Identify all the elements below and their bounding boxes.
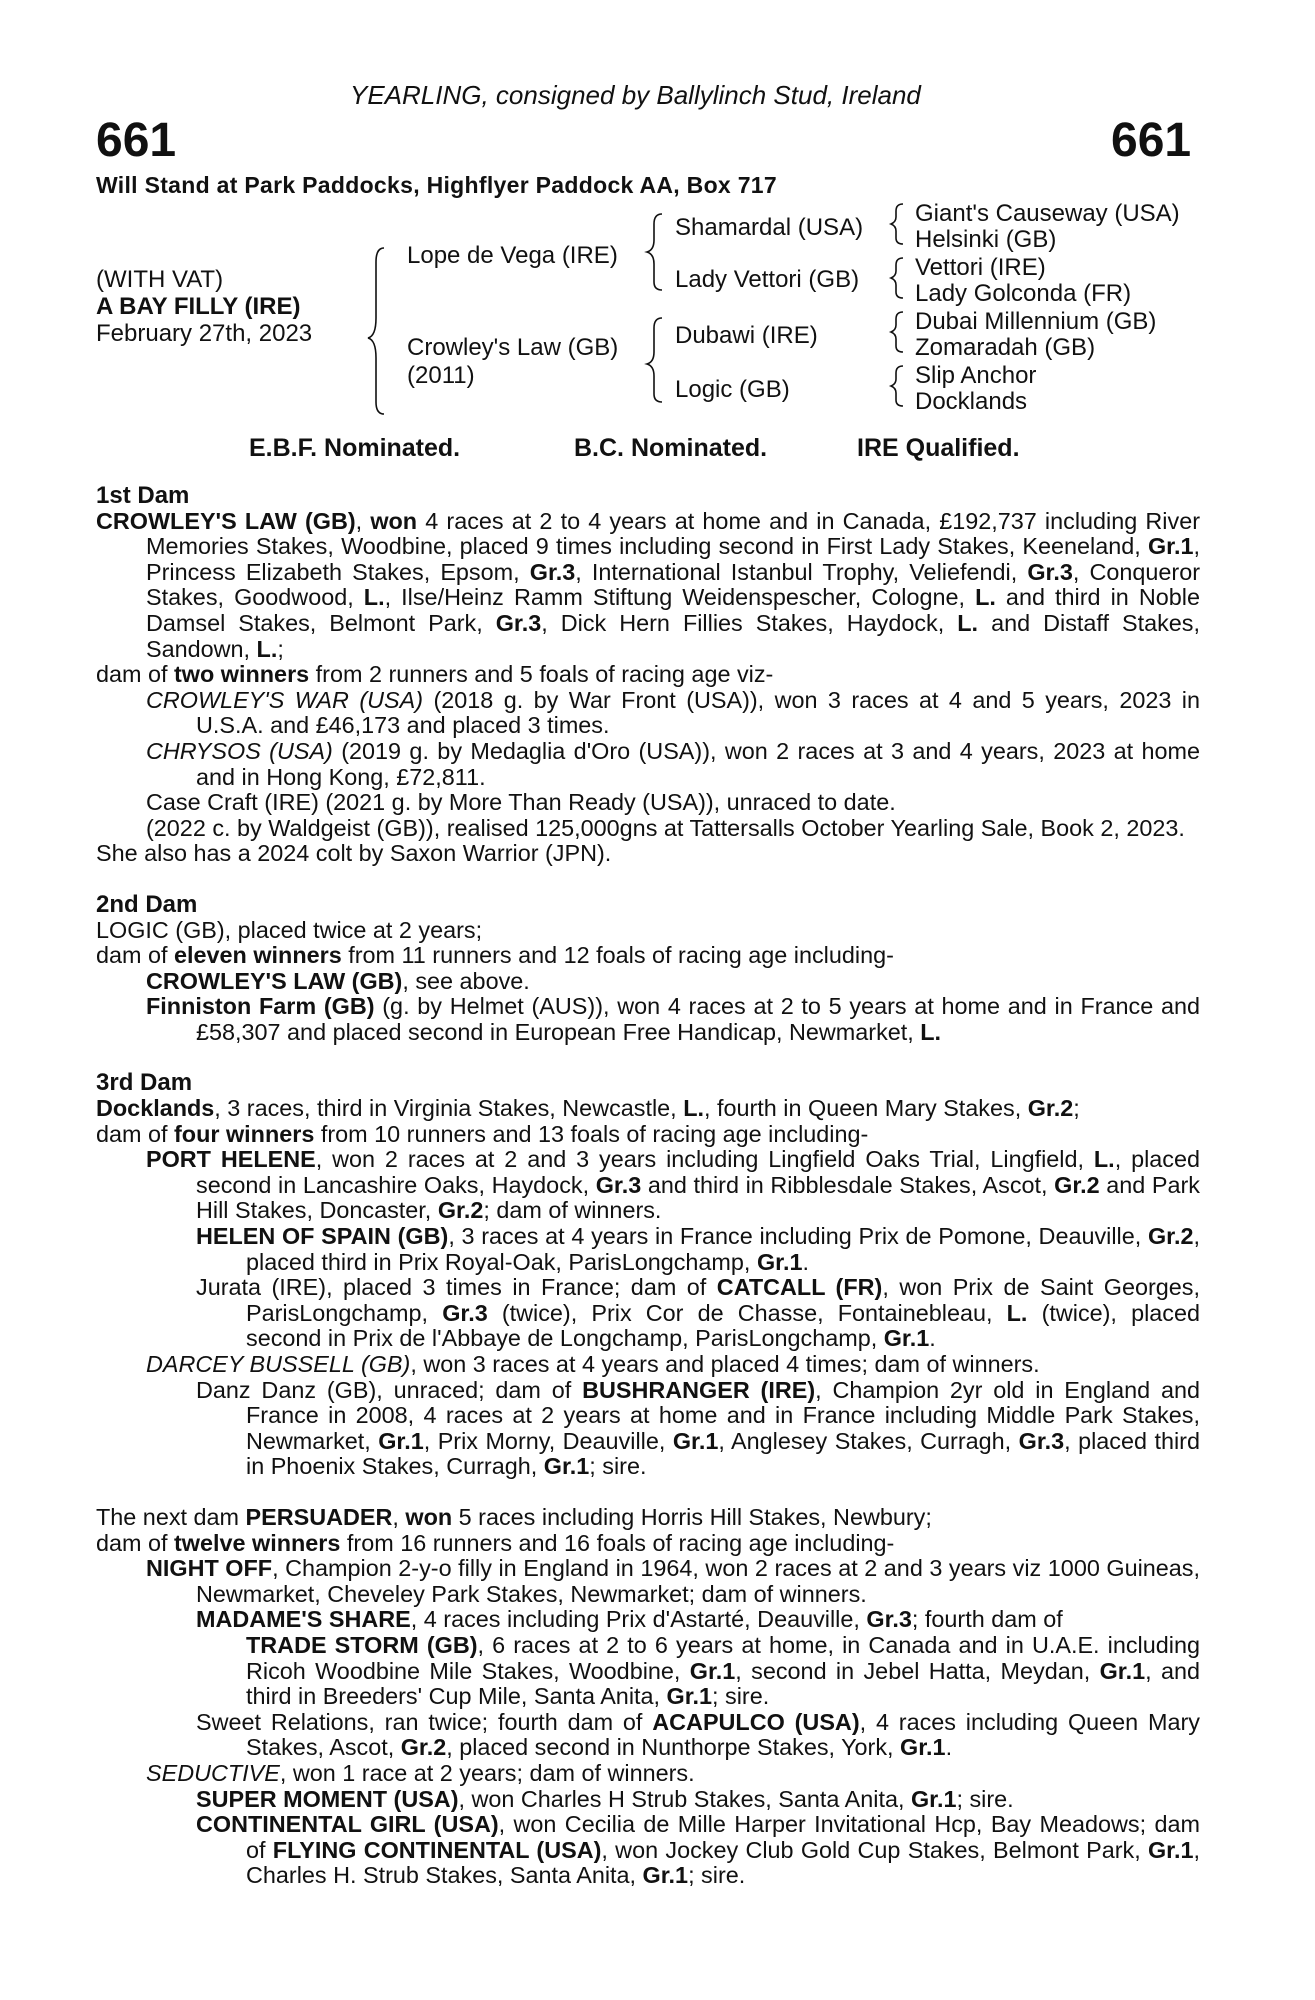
offspring-entry bbox=[96, 1147, 1200, 1224]
offspring-entry bbox=[96, 1556, 1200, 1607]
grade: Gr.3 bbox=[1027, 558, 1073, 585]
sds: Vettori (IRE) bbox=[915, 254, 1046, 281]
grade: Gr.1 bbox=[642, 1862, 689, 1889]
text: from 2 runners and 5 foals of racing age viz- bbox=[309, 661, 774, 688]
consignment-line: YEARLING, consigned by Ballylinch Stud, Ireland bbox=[350, 80, 921, 110]
grade: Gr.1 bbox=[1147, 1836, 1194, 1863]
text: ; sire. bbox=[712, 1683, 770, 1710]
grade: Gr.1 bbox=[900, 1734, 946, 1761]
grade: Gr.3 bbox=[495, 609, 542, 636]
grade: Gr.1 bbox=[910, 1785, 957, 1812]
grade: Gr.3 bbox=[595, 1171, 642, 1198]
listed: L. bbox=[1093, 1146, 1115, 1173]
dam: Crowley's Law (GB) bbox=[407, 334, 619, 361]
third-dam-record bbox=[96, 1096, 1200, 1122]
offspring-entry bbox=[96, 969, 1200, 995]
text: , and third in Breeders' Cup Mile, Santa Anita, bbox=[246, 1657, 1200, 1710]
offspring-name: HELEN OF SPAIN (GB) bbox=[196, 1223, 449, 1250]
text: from 11 runners and 12 foals of racing age including- bbox=[341, 942, 894, 969]
lot-dob: February 27th, 2023 bbox=[96, 320, 313, 347]
text: dam of bbox=[96, 1120, 175, 1147]
text: , Prix Morny, Deauville, bbox=[423, 1427, 673, 1454]
dam-year: (2011) bbox=[407, 362, 475, 389]
granddaughter-entry bbox=[96, 1607, 1200, 1633]
offspring-name: CATCALL (FR) bbox=[716, 1274, 883, 1301]
sire-sire: Shamardal (USA) bbox=[675, 214, 864, 241]
next-dam-record: The next dam PERSUADER, won 5 races including Horris Hill Stakes, Newbury; bbox=[96, 1503, 932, 1530]
grade: Gr.3 bbox=[442, 1299, 488, 1326]
text: , 3 races, third in Virginia Stakes, Newcastle, bbox=[214, 1095, 684, 1122]
text: The next dam bbox=[96, 1503, 246, 1530]
text: , Anglesey Stakes, Curragh, bbox=[718, 1427, 1019, 1454]
sss: Giant's Causeway (USA) bbox=[915, 200, 1180, 227]
text: from 16 runners and 16 foals of racing age including- bbox=[340, 1529, 895, 1556]
text: , Champion 2-y-o filly in England in 1964, won 2 races at 2 and 3 years viz 1000 Guineas, Newmarket, Cheveley Park Stakes, Newmarket; dam of winners. bbox=[196, 1555, 1200, 1607]
text: , 6 races at 2 to 6 years at home, in Canada and in U.A.E. including Ricoh Woodbine Mile Stakes, Woodbine, bbox=[246, 1631, 1200, 1684]
next-dam-produce-summary bbox=[96, 1531, 1200, 1557]
offspring-name: CONTINENTAL GIRL (USA) bbox=[196, 1811, 499, 1838]
offspring-name: BUSHRANGER (IRE) bbox=[582, 1376, 816, 1403]
second-dam-record: LOGIC (GB), placed twice at 2 years; bbox=[96, 916, 483, 943]
offspring-name: CROWLEY'S LAW (GB) bbox=[146, 967, 403, 994]
won-word: won bbox=[405, 1503, 453, 1530]
text: , won 2 races at 2 and 3 years including Lingfield Oaks Trial, Lingfield, bbox=[315, 1146, 1094, 1173]
text: dam of bbox=[96, 661, 175, 688]
grade: Gr.1 bbox=[378, 1427, 424, 1454]
offspring-name: CHRYSOS (USA) bbox=[146, 737, 333, 764]
text: dam of bbox=[96, 1529, 175, 1556]
text: ; dam of winners. bbox=[483, 1197, 662, 1224]
second-dam-heading: 2nd Dam bbox=[96, 890, 198, 918]
offspring-entry bbox=[96, 688, 1200, 739]
text: , see above. bbox=[402, 967, 530, 994]
ssd: Helsinki (GB) bbox=[915, 226, 1057, 253]
grade: Gr.3 bbox=[1018, 1427, 1065, 1454]
second-dam-produce-summary bbox=[96, 943, 1200, 969]
bc-nomination: B.C. Nominated. bbox=[574, 434, 768, 462]
sire: Lope de Vega (IRE) bbox=[407, 242, 618, 269]
offspring-name: DARCEY BUSSELL (GB) bbox=[146, 1351, 411, 1377]
text: , 4 races including Prix d'Astarté, Deauville, bbox=[410, 1606, 867, 1633]
dds: Slip Anchor bbox=[915, 362, 1037, 389]
grade: Gr.2 bbox=[1054, 1171, 1100, 1198]
offspring-entry bbox=[96, 1352, 1200, 1378]
text: ; bbox=[277, 635, 284, 662]
text: (g. by Helmet (AUS)), won 4 races at 2 to 5 years at home and in France and £58,307 and placed second in European Free Handicap, Newmarket, bbox=[196, 993, 1200, 1045]
first-dam-heading: 1st Dam bbox=[96, 482, 190, 509]
granddaughter-entry bbox=[96, 1812, 1200, 1889]
grade: Gr.1 bbox=[756, 1248, 803, 1275]
first-dam-name: CROWLEY'S LAW (GB) bbox=[96, 507, 356, 534]
third-dam-produce-summary bbox=[96, 1122, 1200, 1148]
granddaughter-entry bbox=[96, 1787, 1200, 1813]
text: , Ilse/Heinz Ramm Stiftung Weidenspescher, Cologne, bbox=[384, 584, 976, 611]
grade: Gr.3 bbox=[866, 1606, 912, 1633]
offspring-entry: (2022 c. by Waldgeist (GB)), realised 125,000gns at Tattersalls October Yearling Sale, Book 2, 2023. bbox=[146, 814, 1185, 841]
text: (twice), placed second in Prix de l'Abbaye de Longchamp, ParisLongchamp, bbox=[246, 1299, 1201, 1352]
granddaughter-entry bbox=[96, 1224, 1200, 1275]
vat-label: (WITH VAT) bbox=[96, 266, 224, 293]
text: , Champion 2yr old in England and France in 2008, 4 races at 2 years at home and in France including Middle Park Stakes, Newmarket, bbox=[246, 1376, 1200, 1454]
text: , second in Jebel Hatta, Meydan, bbox=[735, 1657, 1100, 1684]
text: and Park Hill Stakes, Doncaster, bbox=[196, 1171, 1201, 1224]
text: Danz Danz (GB), unraced; dam of bbox=[196, 1376, 583, 1403]
offspring-entry: Case Craft (IRE) (2021 g. by More Than Ready (USA)), unraced to date. bbox=[146, 789, 896, 816]
first-dam-produce-summary bbox=[96, 662, 1200, 688]
grade: Gr.2 bbox=[437, 1197, 484, 1224]
offspring-name: Finniston Farm (GB) bbox=[146, 993, 375, 1020]
grade: Gr.1 bbox=[1147, 533, 1194, 560]
text: . bbox=[945, 1734, 953, 1761]
text: , won Cecilia de Mille Harper Invitational Hcp, Bay Meadows; dam of bbox=[246, 1811, 1200, 1863]
text: ; sire. bbox=[589, 1453, 647, 1480]
offspring-name: TRADE STORM (GB) bbox=[246, 1631, 478, 1658]
text: 5 races including Horris Hill Stakes, Newbury; bbox=[452, 1503, 932, 1530]
also-has-line: She also has a 2024 colt by Saxon Warrior (JPN). bbox=[96, 840, 612, 867]
text: (2019 g. by Medaglia d'Oro (USA)), won 2 races at 3 and 4 years, 2023 at home and in Hong Kong, £72,811. bbox=[196, 737, 1200, 790]
text: , won 1 race at 2 years; dam of winners. bbox=[279, 1759, 695, 1786]
text: ; sire. bbox=[688, 1862, 746, 1889]
text: , Conqueror Stakes, Goodwood, bbox=[146, 558, 1200, 611]
offspring-entry bbox=[96, 1761, 1200, 1787]
listed: L. bbox=[957, 609, 979, 636]
grade: Gr.2 bbox=[1027, 1095, 1074, 1122]
ire-qualified: IRE Qualified. bbox=[857, 434, 1020, 462]
text: , placed third in Prix Royal-Oak, ParisLongchamp, bbox=[246, 1223, 1200, 1275]
text: , won Prix de Saint Georges, ParisLongchamp, bbox=[246, 1274, 1200, 1326]
winners-count: two winners bbox=[174, 661, 310, 688]
text: 4 races at 2 to 4 years at home and in Canada, £192,737 including River Memories Stakes, Woodbine, placed 9 times including second in First Lady Stakes, Keeneland, bbox=[146, 507, 1200, 560]
grade: Gr.2 bbox=[1147, 1223, 1194, 1250]
grade: Gr.1 bbox=[543, 1453, 590, 1480]
text: , won Charles H Strub Stakes, Santa Anita, bbox=[458, 1785, 911, 1812]
text: from 10 runners and 13 foals of racing age including- bbox=[314, 1120, 869, 1147]
text: , won 3 races at 4 years and placed 4 times; dam of winners. bbox=[410, 1351, 1040, 1377]
text: , fourth in Queen Mary Stakes, bbox=[703, 1095, 1028, 1122]
lot-number-left: 661 bbox=[96, 114, 177, 167]
listed: L. bbox=[1006, 1299, 1028, 1326]
text: , 3 races at 4 years in France including Prix de Pomone, Deauville, bbox=[448, 1223, 1148, 1250]
offspring-name: MADAME'S SHARE bbox=[196, 1606, 411, 1633]
offspring-name: NIGHT OFF bbox=[146, 1555, 273, 1582]
text: , Charles H. Strub Stakes, Santa Anita, bbox=[246, 1836, 1200, 1889]
grade: Gr.1 bbox=[672, 1427, 719, 1454]
offspring-name: CROWLEY'S WAR (USA) bbox=[146, 686, 424, 713]
text: Jurata (IRE), placed 3 times in France; dam of bbox=[196, 1274, 717, 1301]
ddd: Docklands bbox=[915, 388, 1028, 415]
text: (2018 g. by War Front (USA)), won 3 races at 4 and 5 years, 2023 in U.S.A. and £46,173 and placed 3 times. bbox=[196, 686, 1201, 739]
offspring-name: ACAPULCO (USA) bbox=[652, 1708, 860, 1735]
granddaughter-entry bbox=[96, 1378, 1200, 1480]
offspring-name: SUPER MOMENT (USA) bbox=[196, 1785, 459, 1812]
text: , International Istanbul Trophy, Veliefendi, bbox=[575, 558, 1028, 585]
next-dam-name: PERSUADER bbox=[245, 1503, 393, 1530]
winners-count: eleven winners bbox=[174, 942, 342, 969]
grade: Gr.1 bbox=[666, 1683, 713, 1710]
grade: Gr.3 bbox=[529, 558, 576, 585]
location-line: Will Stand at Park Paddocks, Highflyer Paddock AA, Box 717 bbox=[96, 172, 777, 198]
text: and third in Noble Damsel Stakes, Belmont Park, bbox=[146, 584, 1200, 636]
ebf-nomination: E.B.F. Nominated. bbox=[249, 434, 461, 462]
text: ; sire. bbox=[956, 1785, 1014, 1812]
offspring-name: FLYING CONTINENTAL (USA) bbox=[272, 1836, 602, 1863]
offspring-entry bbox=[96, 994, 1200, 1045]
text: , placed second in Lancashire Oaks, Haydock, bbox=[196, 1146, 1200, 1198]
text: , placed second in Nunthorpe Stakes, York, bbox=[446, 1734, 901, 1761]
listed: L. bbox=[256, 635, 278, 662]
grade: Gr.1 bbox=[689, 1657, 736, 1684]
text: . bbox=[929, 1325, 936, 1352]
listed: L. bbox=[975, 584, 996, 611]
dam-dam: Logic (GB) bbox=[675, 376, 790, 403]
first-dam-record: CROWLEY'S LAW (GB), won 4 races at 2 to 4 years at home and in Canada, £192,737 including River Memories Stakes, Woodbine, placed 9 times including second in First Lady Stakes, Keeneland, Gr.1, Princess Elizabeth Stakes, Epsom, Gr.3, International Istanbul Trophy, Veliefendi, Gr.3, Conqueror Stakes, Goodwood, L., Ilse/Heinz Ramm Stiftung Weidenspescher, Cologne, L. and third in Noble Damsel Stakes, Belmont Park, Gr.3, Dick Hern Fillies Stakes, Haydock, L. and Distaff Stakes, Sandown, L.; bbox=[96, 507, 1200, 662]
text: and Distaff Stakes, Sandown, bbox=[146, 609, 1200, 662]
listed: L. bbox=[363, 584, 385, 611]
offspring-name: PORT HELENE bbox=[146, 1146, 316, 1173]
sdd: Lady Golconda (FR) bbox=[915, 280, 1132, 307]
text: and third in Ribblesdale Stakes, Ascot, bbox=[641, 1171, 1055, 1198]
lot-number-right: 661 bbox=[1111, 114, 1192, 167]
third-dam-heading: 3rd Dam bbox=[96, 1069, 193, 1097]
dss: Dubai Millennium (GB) bbox=[915, 308, 1157, 335]
granddaughter-entry bbox=[96, 1710, 1200, 1761]
text: . bbox=[802, 1248, 809, 1275]
winners-count: twelve winners bbox=[174, 1529, 341, 1556]
won-word: won bbox=[370, 507, 418, 534]
dam-sire: Dubawi (IRE) bbox=[675, 322, 818, 349]
third-dam-name: Docklands bbox=[96, 1095, 215, 1122]
listed: L. bbox=[920, 1018, 942, 1045]
descendant-entry bbox=[96, 1633, 1200, 1710]
text: , Dick Hern Fillies Stakes, Haydock, bbox=[541, 609, 958, 636]
catalogue-body bbox=[96, 483, 1200, 1889]
text: dam of bbox=[96, 942, 175, 969]
grade: Gr.1 bbox=[883, 1325, 930, 1352]
listed: L. bbox=[683, 1095, 704, 1122]
grade: Gr.1 bbox=[1099, 1657, 1146, 1684]
text: (twice), Prix Cor de Chasse, Fontainebleau, bbox=[487, 1299, 1007, 1326]
text: , placed third in Phoenix Stakes, Curragh, bbox=[246, 1427, 1200, 1480]
text: ; fourth dam of bbox=[911, 1606, 1063, 1633]
offspring-entry bbox=[96, 739, 1200, 790]
text: Sweet Relations, ran twice; fourth dam of bbox=[196, 1708, 653, 1735]
grade: Gr.2 bbox=[400, 1734, 447, 1761]
winners-count: four winners bbox=[174, 1120, 315, 1147]
granddaughter-entry bbox=[96, 1275, 1200, 1352]
text: , 4 races including Queen Mary Stakes, Ascot, bbox=[246, 1708, 1201, 1761]
text: , won Jockey Club Gold Cup Stakes, Belmont Park, bbox=[601, 1836, 1148, 1863]
text: ; bbox=[1073, 1095, 1080, 1122]
text: , Princess Elizabeth Stakes, Epsom, bbox=[146, 533, 1200, 585]
dsd: Zomaradah (GB) bbox=[915, 334, 1096, 361]
offspring-name: SEDUCTIVE bbox=[146, 1759, 280, 1786]
lot-name: A BAY FILLY (IRE) bbox=[96, 293, 301, 320]
sire-dam: Lady Vettori (GB) bbox=[675, 266, 860, 293]
